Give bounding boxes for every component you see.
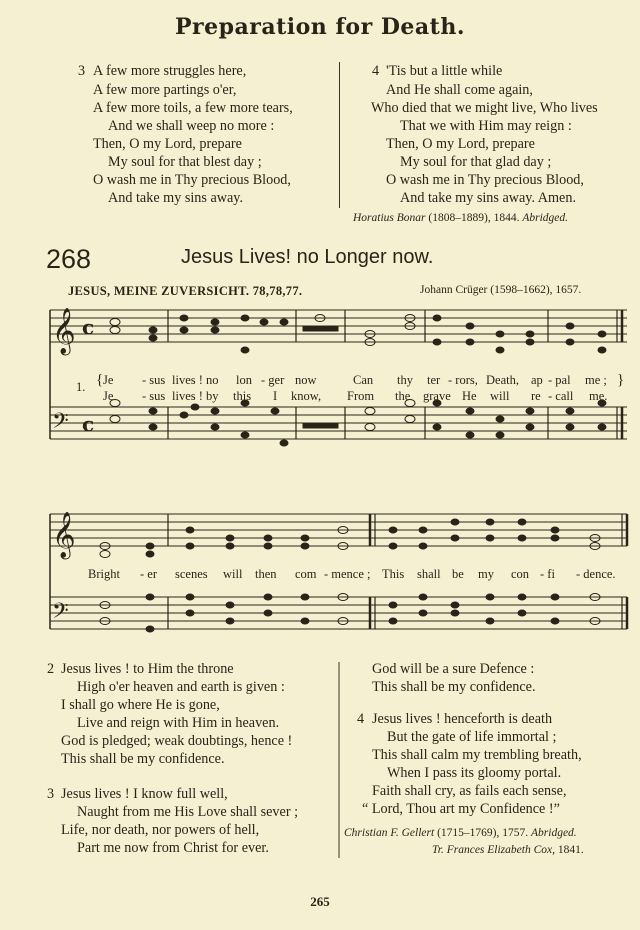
lyric-syllable: shall [417,567,441,581]
svg-text:c: c [82,315,95,339]
lyric-syllable: will [490,389,510,403]
verse-line: Jesus lives ! henceforth is death [372,711,553,727]
verse-line: Then, O my Lord, prepare [93,136,242,152]
verse-line: And He shall come again, [386,82,533,98]
lyric-syllable: Je [103,373,114,387]
attribution-detail: (1808–1889), 1844. [428,212,520,224]
lyric-syllable: ap [531,373,543,387]
verse-line: Jesus lives ! to Him the throne [61,661,234,677]
lyric-syllable: me ; [585,373,607,387]
attribution-note: Abridged. [522,212,569,224]
lyric-syllable: Je [103,389,114,403]
translator-credit [432,845,584,857]
brace-right: } [617,372,625,388]
verse-line: Who died that we might live, Who lives [371,100,598,116]
hymn-title: Jesus Lives! no Longer now. [181,246,434,268]
lyric-syllable: Bright [88,567,120,581]
verse-line: And we shall weep no more : [108,118,275,134]
lyric-syllable: He [462,389,477,403]
lyric-syllable: - pal [548,373,571,387]
bass-clef-icon: 𝄢 [52,409,69,439]
verse-line: When I pass its gloomy portal. [387,765,562,781]
verse-line: Life, nor death, nor powers of hell, [61,822,260,838]
verse-line: God is pledged; weak doubtings, hence ! [61,733,293,749]
lyric-syllable: grave [423,389,451,403]
lyric-syllable: - er [140,567,157,581]
verse-line: This shall be my confidence. [372,679,536,695]
verse-line: But the gate of life immortal ; [387,729,557,745]
verse-line: That we with Him may reign : [400,118,572,134]
verse-line: Jesus lives ! I know full well, [61,786,228,802]
lyric-syllable: then [255,567,277,581]
lyric-syllable: know, [291,389,322,403]
lyric-syllable: be [452,567,464,581]
lyric-syllable: lives ! by [172,389,219,403]
verse-line: 'Tis but a little while [386,63,503,79]
verse-line: A few more struggles here, [93,63,247,79]
lyric-syllable: From [347,389,375,403]
verse-line: Part me now from Christ for ever. [77,840,269,856]
lyric-syllable: lives ! no [172,373,219,387]
lyric-syllable: lon [236,373,252,387]
lyric-syllable: this [233,389,252,403]
brace-left: { [96,372,104,388]
verse-line: Then, O my Lord, prepare [386,136,535,152]
verse-line: High o'er heaven and earth is given : [77,679,285,695]
verse-number: 4 [372,63,380,79]
svg-text:c: c [82,412,95,436]
verse-line: Faith shall cry, as fails each sense, [372,783,567,799]
verse-line: “ Lord, Thou art my Confidence !” [362,801,560,817]
lyric-syllable: - dence. [576,567,616,581]
author-credit [344,828,577,840]
composer-name: Johann Crüger [420,284,488,296]
verse-number: 4 [357,711,365,727]
treble-clef-icon: 𝄞 [52,512,76,558]
verse-line: Naught from me His Love shall sever ; [77,804,299,820]
translator-year: 1841. [557,844,584,856]
lyric-syllable: - fi [540,567,555,581]
verse-line: And take my sins away. [108,190,244,206]
verse-line: God will be a sure Defence : [372,661,535,677]
hymn-number: 268 [46,244,92,274]
author-detail: (1715–1769), 1757. [437,827,529,839]
lyric-syllable: me. [589,389,608,403]
verse-line: And take my sins away. Amen. [400,190,576,206]
verse-line: This shall calm my trembling breath, [372,747,582,763]
lyric-syllable: Can [353,373,374,387]
bass-staff-2 [50,597,627,629]
translator-name: Tr. Frances Elizabeth Cox, [432,844,555,856]
lyric-syllable: ter [427,373,441,387]
lyric-syllable: Death, [486,373,519,387]
verse-line: This shall be my confidence. [61,751,225,767]
verse-line: I shall go where He is gone, [61,697,220,713]
bass-clef-icon: 𝄢 [52,599,69,629]
lyric-syllable: will [223,567,243,581]
lyric-syllable: This [382,567,405,581]
lyric-syllable: - call [548,389,574,403]
verse-line: O wash me in Thy precious Blood, [386,172,584,188]
lyric-syllable: - mence ; [324,567,371,581]
lyric-syllable: now [295,373,317,387]
lyric-syllable: scenes [175,567,208,581]
lyric-syllable: - sus [142,373,166,387]
lyric-syllable: com [295,567,317,581]
author-note: Abridged. [531,827,577,839]
lyric-syllable: thy [397,373,413,387]
lyric-syllable: - sus [142,389,166,403]
verse-number: 3 [78,63,86,79]
lyric-syllable: - rors, [448,373,478,387]
verse-line: O wash me in Thy precious Blood, [93,172,291,188]
verse-line: A few more toils, a few more tears, [93,100,293,116]
lyric-syllable: - ger [261,373,285,387]
composer-detail: (1598–1662), 1657. [490,284,582,296]
author-name: Christian F. Gellert [344,827,435,839]
verse-number: 3 [47,786,55,802]
verse-number: 2 [47,661,55,677]
attribution-author: Horatius Bonar [353,212,426,224]
lyric-syllable: I [273,389,278,403]
verse-line: A few more partings o'er, [93,82,237,98]
verse-line: My soul for that blest day ; [108,154,262,170]
lyric-syllable: con [511,567,530,581]
verse-line: My soul for that glad day ; [400,154,552,170]
lyric-syllable: my [478,567,494,581]
verse-marker: 1. [76,380,86,394]
verse-line: Live and reign with Him in heaven. [77,715,280,731]
page-number: 265 [310,894,330,909]
page-header-title: Preparation for Death. [175,14,465,40]
lyric-syllable: re [531,389,541,403]
lyric-syllable: the [395,389,411,403]
treble-clef-icon: 𝄞 [52,308,76,354]
tune-name: JESUS, MEINE ZUVERSICHT. 78,78,77. [68,284,303,298]
